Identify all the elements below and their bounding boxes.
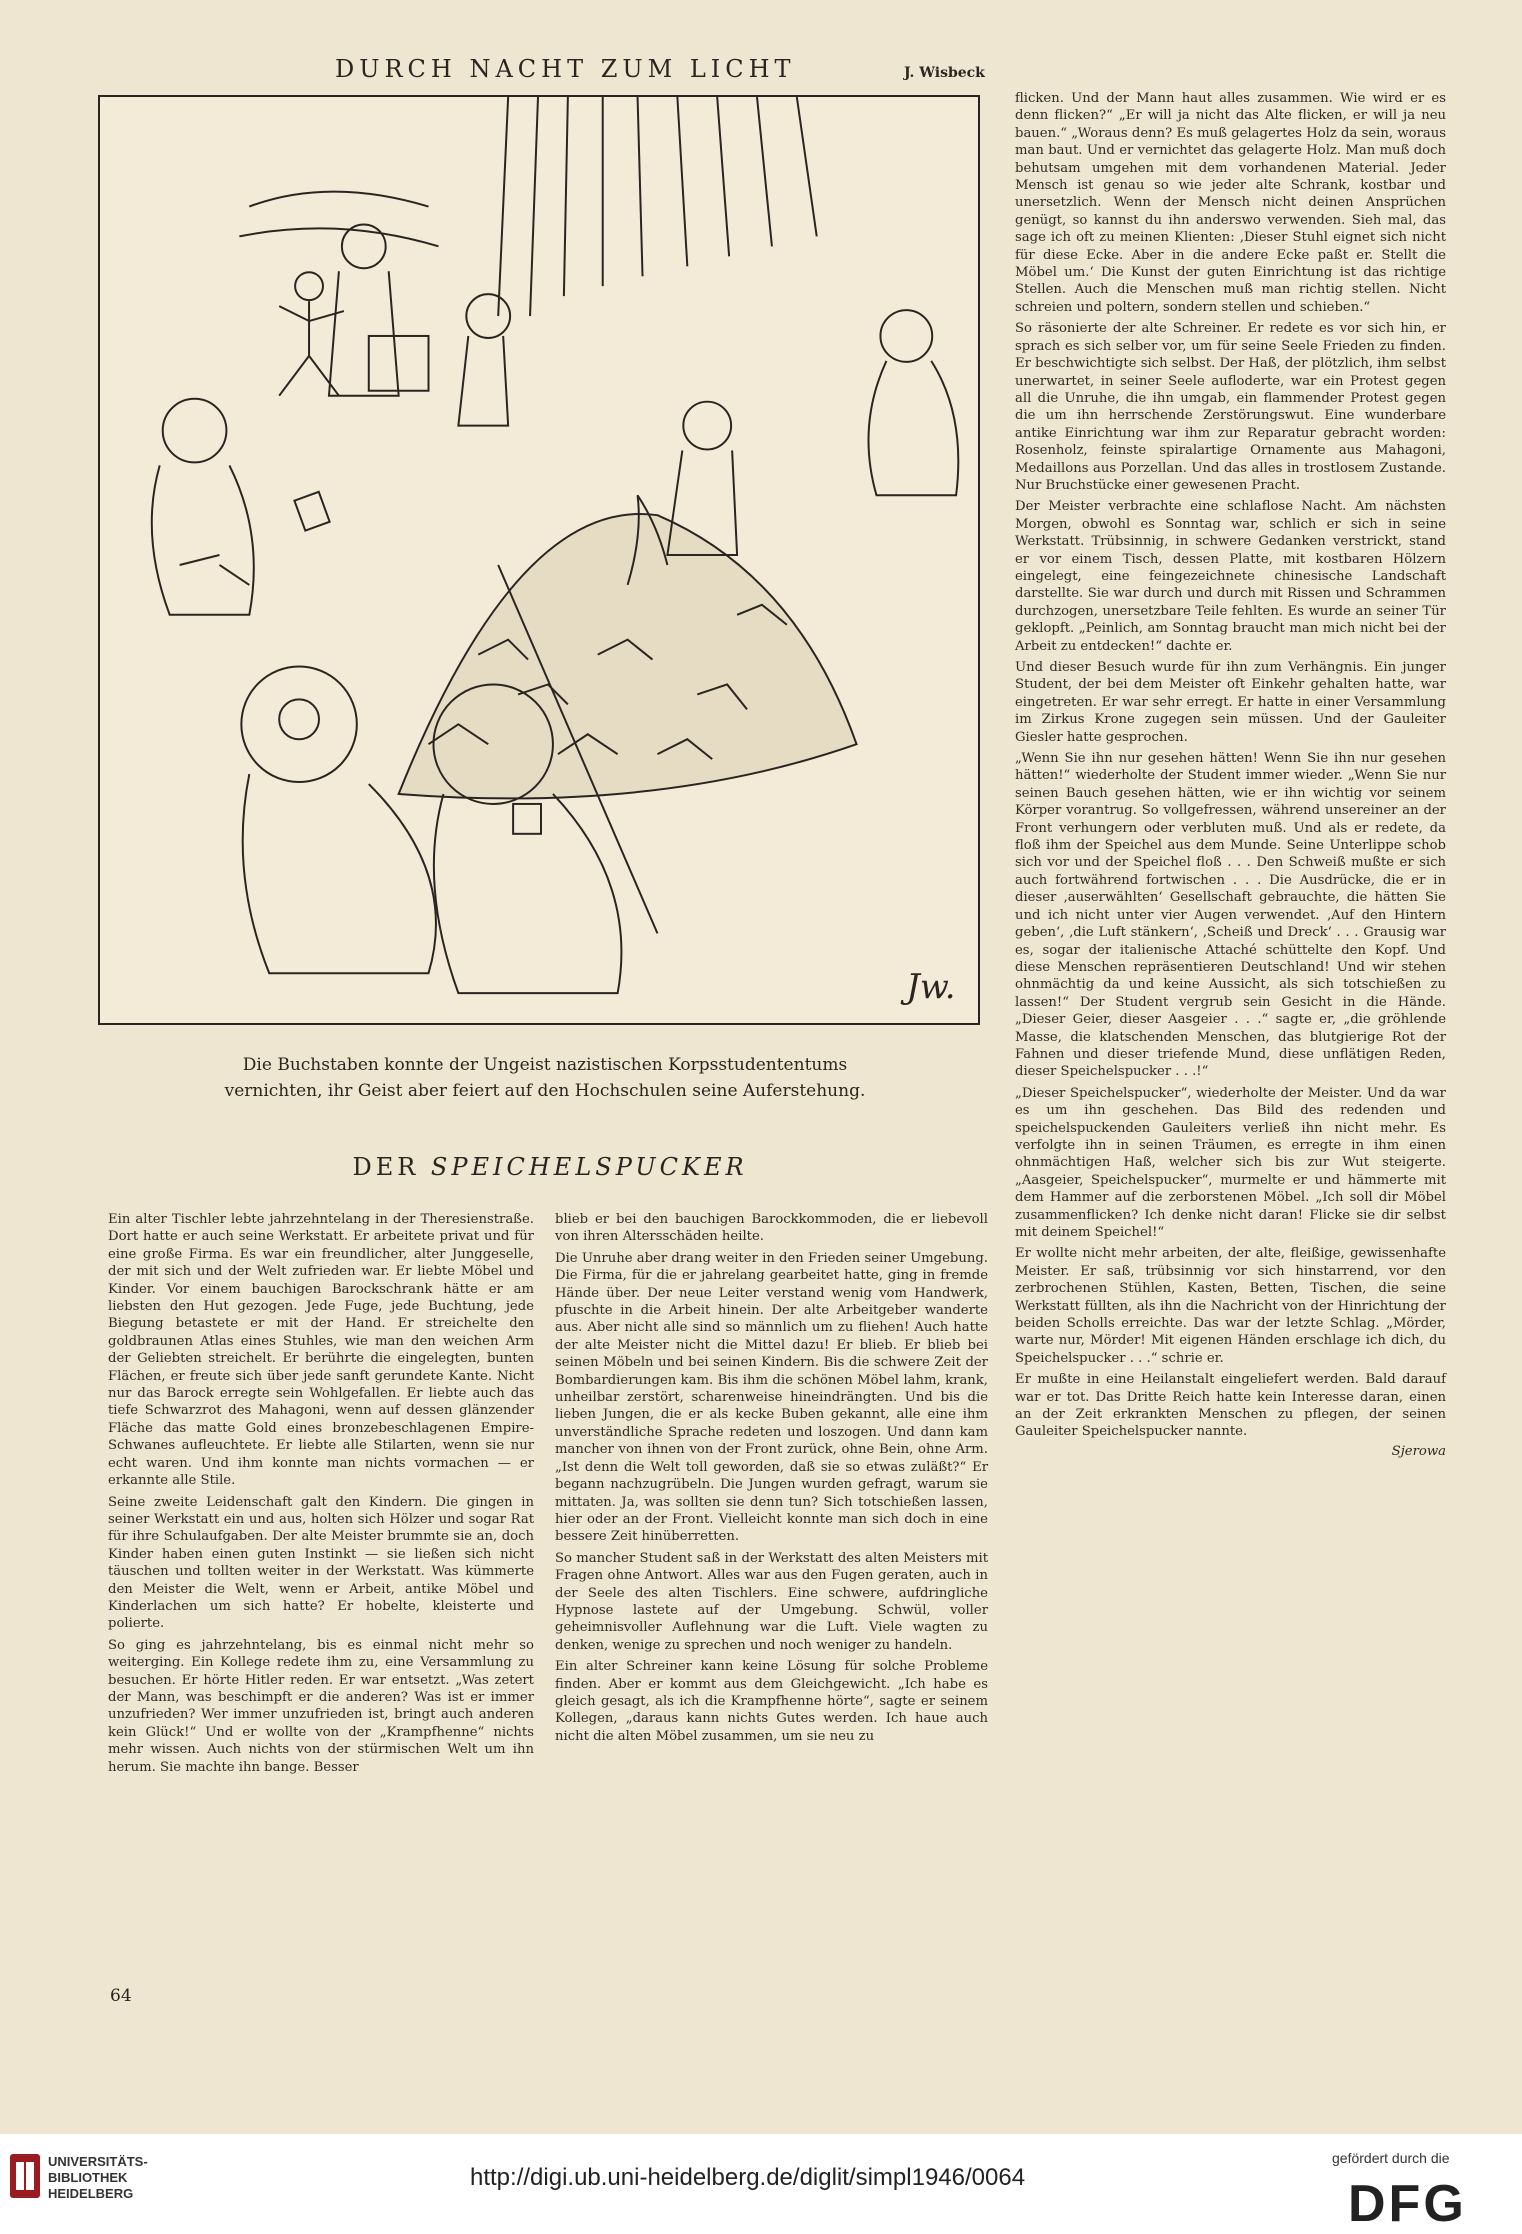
running-header-author: J. Wisbeck (904, 65, 985, 81)
paragraph: flicken. Und der Mann haut alles zusammen. Wie wird er es denn flicken?“ „Er will ja nicht das Alte flicken, er will ja neu bauen.“ „Woraus denn? Es muß gelagertes Holz da sein, woraus man baut. Und er vernichtet das gelagerte Holz. Man muß doch behutsam umgehen mit dem vorhandenen Material. Jeder Mensch ist genau so wie jeder alte Schrank, kostbar und unersetzlich. Wenn der Mensch nicht deinen Ansprüchen genügt, so kannst du ihn anderswo verwenden. Sieh mal, das sage ich oft zu meinen Klienten: ‚Dieser Stuhl eignet sich nicht für diese Ecke. Aber in die andere Ecke paßt er. Stellt die Möbel um.‘ Die Kunst der guten Einrichtung ist das richtige Stellen. Auch die Menschen muß man richtig stellen. Nicht schreien und poltern, sondern stellen und schieben.“ (1015, 91, 1446, 315)
illustration-caption (130, 1052, 960, 1104)
story-title-part-a: DER (352, 1153, 431, 1181)
story-title-part-b: SPEICHELSPUCKER (430, 1153, 748, 1181)
library-footer (0, 2134, 1522, 2234)
paragraph: Seine zweite Leidenschaft galt den Kindern. Die gingen in seiner Werkstatt ein und aus, holten sich Hölzer und sogar Rat für ihre Schulaufgaben. Der alte Meister brummte sie an, doch Kinder haben einen guten Instinkt — sie ließen sich nicht täuschen und tollten weiter in der Werkstatt. Was kümmerte den Meister die Welt, wenn er Arbeit, antike Möbel und Kinderlachen um sich hatte? Er hobelte, kleisterte und polierte. (108, 1494, 534, 1632)
satirical-illustration (98, 95, 980, 1025)
paragraph: Die Unruhe aber drang weiter in den Frieden seiner Umgebung. Die Firma, für die er jahrelang gearbeitet hatte, ging in fremde Hände über. Der neue Leiter verstand wenig vom Handwerk, pfuschte in die Arbeit hinein. Der alte Arbeitgeber wanderte aus. Aber nicht alle sind so männlich um zu fliehen! Auch hatte der alte Meister nicht die Mittel dazu! Er blieb. Er blieb bei seinen Möbeln und bei seinen Kindern. Bis die schwere Zeit der Bombardierungen kam. Bis ihm die schönen Möbel lahm, krank, unheilbar zerstört, scharenweise hineindrängten. Und bis die lieben Jungen, die er als kecke Buben gekannt, alle eine ihm unverständliche Sprache redeten und loszogen. Und dann kam mancher von ihnen von der Front zurück, ohne Bein, ohne Arm. „Ist denn die Welt toll geworden, daß sie so etwas zuläßt?“ Er begann nachzugrübeln. Die Jungen wurden gefragt, warum sie mittaten. Ja, was sollten sie denn tun? Sich totschießen lassen, hier oder an der Front. Vielleicht konnte man sich doch in eine bessere Zeit hinüberretten. (555, 1250, 988, 1545)
paragraph: Der Meister verbrachte eine schlaflose Nacht. Am nächsten Morgen, obwohl es Sonntag war, schlich er sich in seine Werkstatt. Trübsinnig, in schwere Gedanken verstrickt, stand er vor einem Tisch, dessen Platte, mit kostbaren Hölzern eingelegt, eine feingezeichnete chinesische Landschaft darstellte. Sie war durch und durch mit Rissen und Schrammen durchzogen, unersetzbare Teile fehlten. Es wurde an seiner Tür geklopft. „Peinlich, am Sonntag braucht man mich nicht bei der Arbeit zu entdecken!“ dachte er. (1015, 499, 1446, 654)
paragraph: So räsonierte der alte Schreiner. Er redete es vor sich hin, er sprach es sich selber vor, um für seine Seele Frieden zu finden. Er beschwichtigte sich selbst. Der Haß, der plötzlich, ihm selbst unerwartet, in seiner Seele aufloderte, war ein Protest gegen all die Unruhe, die ihn umgab, ein flammender Protest gegen die um ihn herrschende Zerstörungswut. Eine wunderbare antike Einrichtung war ihm zur Reparatur gebracht worden: Rosenholz, feinste spiralartige Ornamente aus Mahagoni, Medaillons aus Porzellan. Und das alles in trostlosem Zustande. Nur Bruchstücke einer gewesenen Pracht. (1015, 321, 1446, 493)
paragraph: Ein alter Schreiner kann keine Lösung für solche Probleme finden. Aber er kommt aus dem Gleichgewicht. „Ich habe es gleich gesagt, als ich die Krampfhenne hörte“, sagte er seinem Kollegen, „daraus kann nichts Gutes werden. Ich haue auch nicht die alten Möbel zusammen, um sie neu zu (555, 1659, 988, 1744)
story-column-1 (108, 1211, 534, 1780)
uni-line-1: UNIVERSITÄTS- (48, 2154, 148, 2169)
paragraph: „Wenn Sie ihn nur gesehen hätten! Wenn Sie ihn nur gesehen hätten!“ wiederholte der Student immer wieder. „Wenn Sie nur seinen Bauch gesehen hätten, wie er ihn wichtig vor seinem Körper vorantrug. So vollgefressen, während unsereiner an der Front verhungern oder verbluten muß. Und als er redete, da floß ihm der Speichel aus dem Munde. Seine Unterlippe schob sich vor und der Speichel floß . . . Den Schweiß mußte er sich auch fortwährend fortwischen . . . Die Ausdrücke, die er in dieser ‚auserwählten‘ Gesellschaft gebrauchte, die hätten Sie und ich nicht unter vier Augen verwendet. ‚Auf den Hintern geben‘, ‚die Luft stänkern‘, ‚Scheiß und Dreck‘ . . . Grausig war es, sogar der italienische Attaché schüttelte den Kopf. Und diese Menschen repräsentieren Deutschland! Und wir stehen ohnmächtig da und keine Aussicht, als sich totschießen zu lassen!“ Der Student vergrub sein Gesicht in die Hände. „Dieser Geier, dieser Aasgeier . . .“ sagte er, „die gröhlende Masse, die klatschenden Menschen, das blutgierige Rot der Fahnen und dieser triefende Mund, diese unflätigen Reden, dieser Speichelspucker . . .!“ (1015, 751, 1446, 1080)
uni-line-3: HEIDELBERG (48, 2186, 134, 2201)
paragraph: Er wollte nicht mehr arbeiten, der alte, fleißige, gewissenhafte Meister. Er saß, trübsinnig vor sich hinstarrend, vor den zerbrochenen Stühlen, Kasten, Betten, Tischen, die seine Werkstatt füllten, als ihn die Nachricht von der Hinrichtung der beiden Scholls erreichte. Das war der letzte Schlag. „Mörder, warte nur, Mörder! Mit eigenen Händen erschlage ich dich, du Speichelspucker . . .“ schrie er. (1015, 1246, 1446, 1366)
paragraph: Ein alter Tischler lebte jahrzehntelang in der Theresienstraße. Dort hatte er auch seine Werkstatt. Er arbeitete privat und für eine große Firma. Es war ein freundlicher, alter Junggeselle, der mit sich und der Welt zufrieden war. Er liebte Möbel und Kinder. Vor einem bauchigen Barockschrank hätte er am liebsten den Hut gezogen. Jede Fuge, jede Buchtung, jede Biegung betastete er mit der Hand. Er streichelte den goldbraunen Atlas eines Stuhles, wie man den weichen Arm der Geliebten streichelt. Er berührte die eingelegten, bunten Flächen, er freute sich über jede sanft gerundete Kante. Nicht nur das Barock erregte sein Wohlgefallen. Er liebte auch das tiefe Schwarzrot des Mahagoni, wenn auf dessen glänzender Fläche das matte Gold eines bronzebeschlagenen Empire-Schwanes aufleuchtete. Er liebte alle Stilarten, wenn sie nur echt waren. Und ihm konnte man nichts vormachen — er erkannte alle Stile. (108, 1212, 534, 1489)
source-url-link[interactable]: http://digi.ub.uni-heidelberg.de/diglit/simpl1946/0064 (470, 2164, 1026, 2191)
dfg-logo: DFG (1348, 2175, 1467, 2233)
illustration-drawing (100, 97, 978, 1023)
paragraph: So mancher Student saß in der Werkstatt des alten Meisters mit Fragen ohne Antwort. Alles war aus den Fugen geraten, auch in der Seele des alten Tischlers. Eine schwere, aufdringliche Hypnose lastete auf der Umgebung. Schwül, voller geheimnisvoller Auflehnung war die Luft. Viele wagten zu denken, wenige zu sprechen und noch weniger zu handeln. (555, 1550, 988, 1653)
uni-line-2: BIBLIOTHEK (48, 2170, 128, 2185)
artist-signature: Jw. (906, 967, 956, 1007)
paragraph: Und dieser Besuch wurde für ihn zum Verhängnis. Ein junger Student, der bei dem Meister oft Einkehr gehalten hatte, war eingetreten. Er war sehr erregt. Er hatte in einer Versammlung im Zirkus Krone zugegen sein müssen. Und der Gauleiter Giesler hatte gesprochen. (1015, 660, 1446, 745)
paragraph: Er mußte in eine Heilanstalt eingeliefert werden. Bald darauf war er tot. Das Dritte Reich hatte kein Interesse daran, einen an der Zeit erkrankten Menschen zu pflegen, der seinen Gauleiter Speichelspucker nannte. (1015, 1372, 1446, 1440)
funded-by-label: gefördert durch die (1332, 2150, 1450, 2166)
story-title (300, 1153, 800, 1181)
paragraph: So ging es jahrzehntelang, bis es einmal nicht mehr so weiterging. Ein Kollege redete ihm zu, eine Versammlung zu besuchen. Er hörte Hitler reden. Er war entsetzt. „Was zetert der Mann, was beschimpft er die anderen? Was ist er immer unzufrieden? Wer immer unzufrieden ist, bringt auch anderen kein Glück!“ Und er wollte von der „Krampfhenne“ nichts mehr wissen. Auch nichts von der stürmischen Welt um ihn herum. Sie machte ihn bange. Besser (108, 1637, 534, 1775)
caption-line-2: vernichten, ihr Geist aber feiert auf den Hochschulen seine Auferstehung. (224, 1081, 866, 1101)
story-author-signature: Sjerowa (1391, 1443, 1446, 1459)
university-seal-icon (8, 2152, 42, 2200)
university-library-name (48, 2154, 148, 2202)
story-column-3 (1015, 90, 1446, 1460)
page-number: 64 (110, 1986, 132, 2006)
paragraph: blieb er bei den bauchigen Barockkommoden, die er liebevoll von ihren Altersschäden heilte. (555, 1212, 988, 1245)
paragraph: „Dieser Speichelspucker“, wiederholte der Meister. Und da war es um ihn geschehen. Das Bild des redenden und speichelspuckenden Gauleiters verließ ihn nicht mehr. Es verfolgte ihn in seinen Träumen, es erregte in ihm einen ohnmächtigen Haß, welcher sich bis zur Wut steigerte. „Aasgeier, Speichelspucker“, murmelte er und hämmerte mit dem Hammer auf die zerborstenen Möbel. „Ich soll dir Möbel zusammenflicken? Ich denke nicht daran! Flicke sie dir selbst mit deinem Speichel!“ (1015, 1085, 1446, 1240)
caption-line-1: Die Buchstaben konnte der Ungeist nazistischen Korpsstudententums (242, 1055, 848, 1075)
running-header-title: DURCH NACHT ZUM LICHT (335, 55, 796, 83)
story-column-2 (555, 1211, 988, 1749)
